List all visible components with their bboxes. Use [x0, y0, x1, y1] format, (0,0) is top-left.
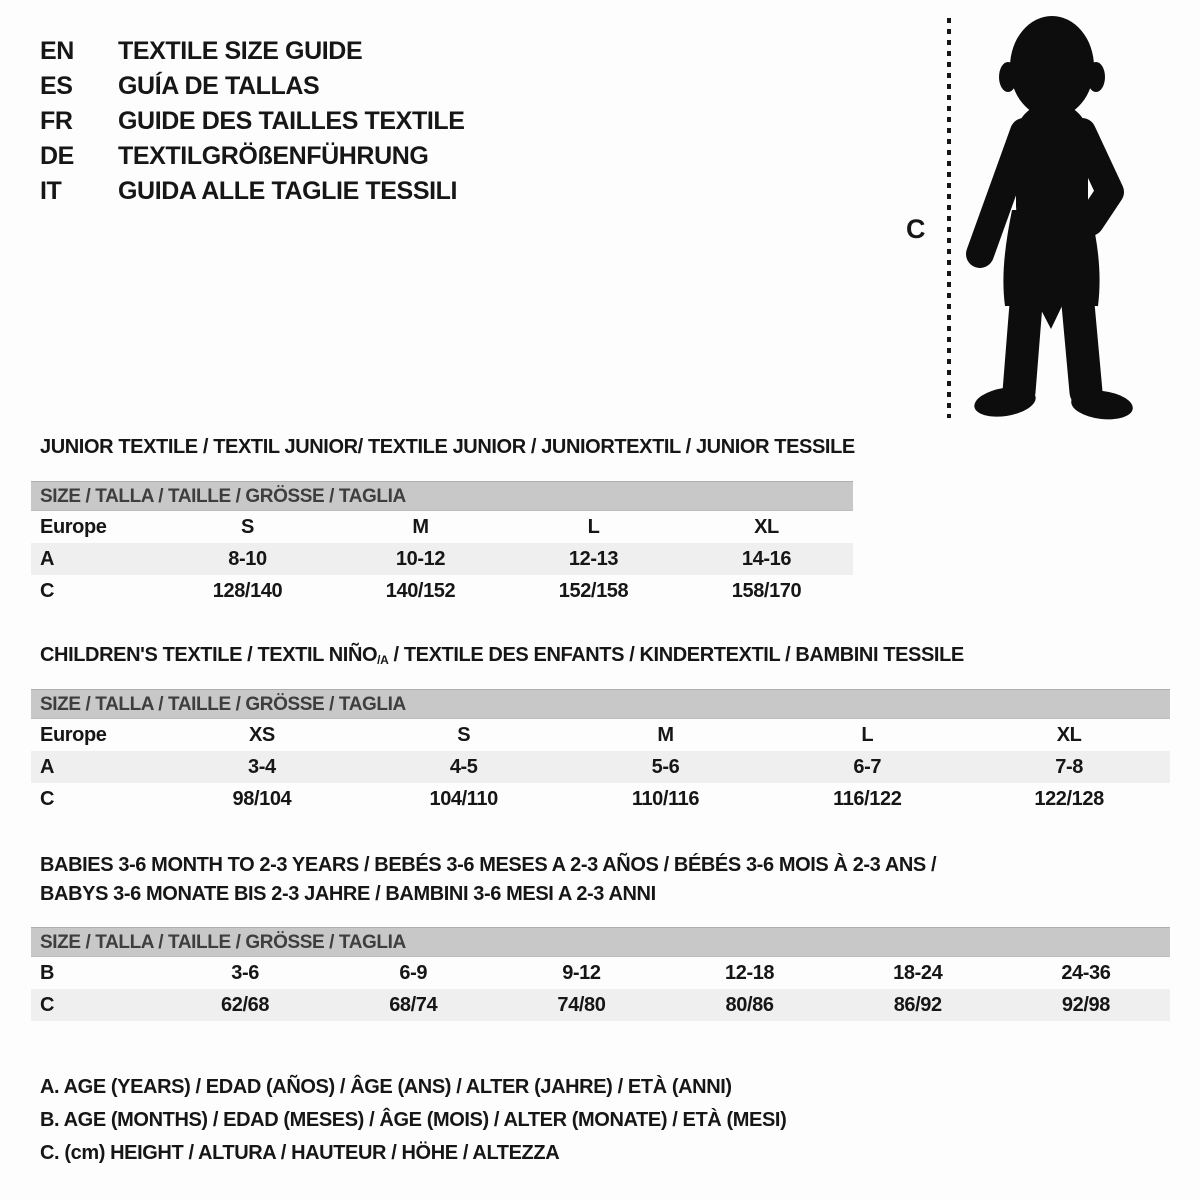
junior-size-table: [31, 481, 853, 607]
height-value: 74/80: [557, 993, 606, 1016]
babies-size-table: [31, 927, 1170, 1021]
size-header-bar: SIZE / TALLA / TAILLE / GRÖSSE / TAGLIA: [31, 481, 853, 511]
row-label: A: [40, 547, 55, 570]
size-value: S: [241, 515, 254, 538]
height-value: 116/122: [833, 787, 902, 810]
age-value: 12-13: [568, 547, 619, 570]
guide-title-it: GUIDA ALLE TAGLIE TESSILI: [118, 177, 458, 205]
age-value: 14-16: [741, 547, 792, 570]
babies-title-line2: BABYS 3-6 MONATE BIS 2-3 JAHRE / BAMBINI 3-6 MESI A 2-3 ANNI: [40, 883, 656, 905]
height-value: 62/68: [221, 993, 270, 1016]
height-value: 158/170: [731, 579, 802, 602]
children-title-suffix: / TEXTILE DES ENFANTS / KINDERTEXTIL / BAMBINI TESSILE: [388, 644, 964, 666]
language-title-list: [40, 34, 465, 209]
toddler-silhouette-icon: [958, 12, 1142, 420]
months-value: 3-6: [231, 961, 259, 984]
age-value: 4-5: [449, 755, 478, 778]
months-value: 9-12: [562, 961, 601, 984]
table-row-months: [31, 957, 1170, 989]
months-value: 12-18: [725, 961, 775, 984]
table-row-europe: [31, 719, 1170, 751]
height-value: 98/104: [232, 787, 292, 810]
height-value: 68/74: [389, 993, 438, 1016]
size-value: S: [457, 723, 471, 746]
table-row-height: [31, 989, 1170, 1021]
age-value: 8-10: [228, 547, 267, 570]
children-size-table: [31, 689, 1170, 815]
months-value: 24-36: [1061, 961, 1111, 984]
months-value: 6-9: [399, 961, 428, 984]
children-title-sub: /A: [377, 653, 389, 667]
language-row-de: [40, 139, 465, 174]
legend-line-b: B. AGE (MONTHS) / EDAD (MESES) / ÂGE (MOIS) / ALTER (MONATE) / ETÀ (MESI): [40, 1109, 787, 1131]
table-row-height: [31, 783, 1170, 815]
language-row-es: [40, 69, 465, 104]
row-label: Europe: [40, 723, 107, 746]
size-value: XL: [1056, 723, 1082, 746]
language-row-en: [40, 34, 465, 69]
measurement-legend: [40, 1071, 786, 1170]
height-value: 152/158: [558, 579, 629, 602]
row-label: C: [40, 579, 55, 602]
babies-title-line1: BABIES 3-6 MONTH TO 2-3 YEARS / BEBÉS 3-6 MESES A 2-3 AÑOS / BÉBÉS 3-6 MOIS À 2-3 ANS /: [40, 854, 937, 876]
guide-title-en: TEXTILE SIZE GUIDE: [118, 37, 363, 65]
language-code: EN: [40, 37, 74, 65]
age-value: 5-6: [651, 755, 680, 778]
height-value: 140/152: [385, 579, 456, 602]
section-title-babies: [40, 851, 936, 909]
months-value: 18-24: [893, 961, 943, 984]
language-code: IT: [40, 177, 62, 205]
size-value: XS: [248, 723, 275, 746]
table-row-height: [31, 575, 853, 607]
language-row-it: [40, 174, 465, 209]
row-label: C: [40, 993, 55, 1016]
row-label: A: [40, 755, 55, 778]
size-value: L: [861, 723, 874, 746]
row-label: Europe: [40, 515, 107, 538]
guide-title-de: TEXTILGRÖßENFÜHRUNG: [118, 142, 429, 170]
size-value: L: [587, 515, 600, 538]
height-value: 92/98: [1061, 993, 1110, 1016]
height-value: 80/86: [725, 993, 774, 1016]
age-value: 6-7: [853, 755, 882, 778]
height-value: 86/92: [893, 993, 942, 1016]
guide-title-fr: GUIDE DES TAILLES TEXTILE: [118, 107, 465, 135]
measure-c-label: C: [906, 214, 926, 244]
table-row-europe: [31, 511, 853, 543]
table-row-age: [31, 543, 853, 575]
size-value: M: [657, 723, 674, 746]
height-value: 104/110: [429, 787, 498, 810]
row-label: C: [40, 787, 55, 810]
size-header-bar: SIZE / TALLA / TAILLE / GRÖSSE / TAGLIA: [31, 689, 1170, 719]
size-value: M: [412, 515, 429, 538]
age-value: 3-4: [248, 755, 276, 778]
height-dashed-line: [947, 18, 951, 418]
table-row-age: [31, 751, 1170, 783]
section-title-junior: JUNIOR TEXTILE / TEXTIL JUNIOR/ TEXTILE JUNIOR / JUNIORTEXTIL / JUNIOR TESSILE: [40, 436, 855, 458]
age-value: 10-12: [395, 547, 446, 570]
language-code: FR: [40, 107, 73, 135]
height-value: 128/140: [212, 579, 283, 602]
language-row-fr: [40, 104, 465, 139]
section-title-children: [40, 644, 964, 667]
language-code: ES: [40, 72, 73, 100]
age-value: 7-8: [1055, 755, 1083, 778]
guide-title-es: GUÍA DE TALLAS: [118, 72, 320, 100]
height-value: 122/128: [1034, 787, 1104, 810]
children-title-prefix: CHILDREN'S TEXTILE / TEXTIL NIÑO: [40, 644, 378, 666]
legend-line-c: C. (cm) HEIGHT / ALTURA / HAUTEUR / HÖHE / ALTEZZA: [40, 1142, 560, 1164]
height-value: 110/116: [631, 787, 700, 810]
row-label: B: [40, 961, 55, 984]
legend-line-a: A. AGE (YEARS) / EDAD (AÑOS) / ÂGE (ANS) / ALTER (JAHRE) / ETÀ (ANNI): [40, 1076, 732, 1098]
language-code: DE: [40, 142, 74, 170]
size-value: XL: [754, 515, 779, 538]
size-header-bar: SIZE / TALLA / TAILLE / GRÖSSE / TAGLIA: [31, 927, 1170, 957]
